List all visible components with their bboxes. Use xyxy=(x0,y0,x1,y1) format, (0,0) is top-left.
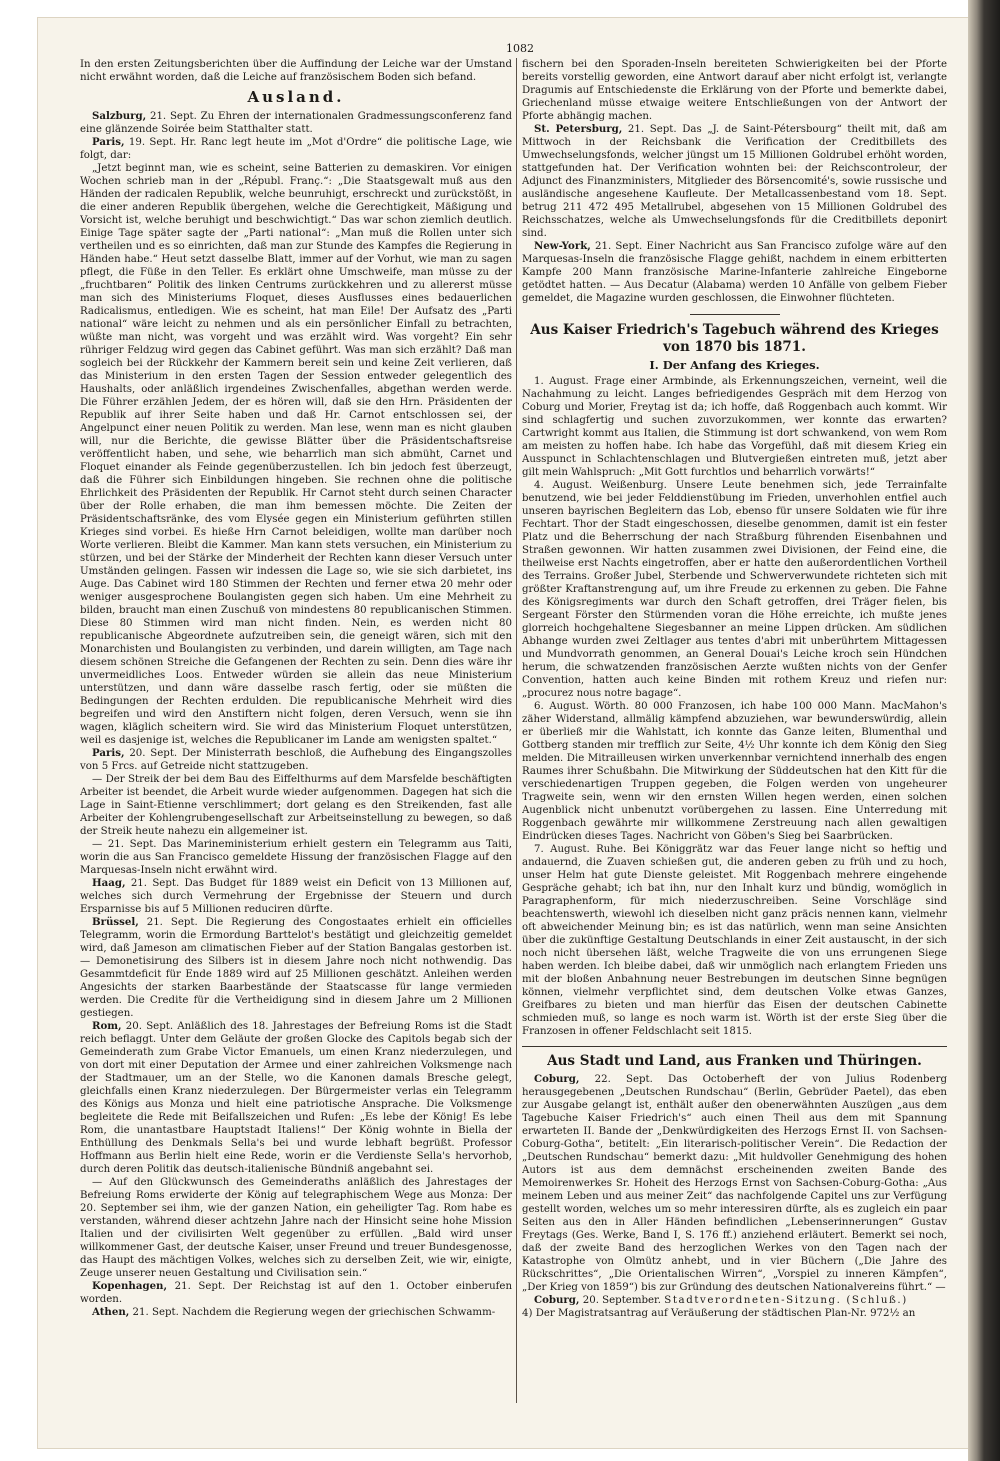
section-separator xyxy=(522,1046,947,1047)
dateline-place: New-York, xyxy=(534,240,591,252)
dateline-date: 22. Sept. xyxy=(594,1074,653,1085)
dateline-date: 19. Sept. xyxy=(128,137,177,148)
dateline-place: Coburg, xyxy=(534,1073,580,1085)
feature-subheading: I. Der Anfang des Krieges. xyxy=(649,358,820,372)
diary-entry-aug-1: 1. August. Frage einer Armbinde, als Erkennungszeichen, verneint, weil die Nachahmung zu leicht. Langes befriedigendes Gespräch mit dem Herzog von Coburg und Morier, Freytag ist da; ich hoffe, daß Roggenbach auch kommt. Wir sind schlagfertig und suchen zuvorzukommen, wer konnte das erwarten? Cartwright kommt aus Italien, die Stimmung ist dort schwankend, von wem Rom am meisten zu hoffen habe. Ich habe das Vorgefühl, daß mit diesem Krieg ein Ausspunct in Schlachtenschlagen und Blutvergießen eintreten muß, jetzt aber gilt mein Wahlspruch: „Mit Gott furchtlos und beharrlich vorwärts!“ xyxy=(522,376,947,478)
dateline-date: 21. Sept. xyxy=(149,111,197,122)
article-paris-2-strike: — Der Streik der bei dem Bau des Eiffelthurms auf dem Marsfelde beschäftigten Arbeiter ist beendet, die Arbeit wurde wieder aufgenommen. Dagegen hat sich die Lage in Saint-Etienne verschlimmert; dort gelang es den Streikenden, fast alle Arbeiter der Kohlengrubengesellschaft zur Arbeitseinstellung zu bewegen, so daß der Streik heute nahezu ein allgemeiner ist. xyxy=(80,774,512,837)
dateline-date: 21. Sept. xyxy=(146,917,198,928)
right-column xyxy=(522,58,947,1403)
article-body: Das Budget für 1889 weist ein Deficit von 13 Millionen auf, welches sich durch Vermehrung der Ergebnisse der Steuern und durch Ersparnisse bis auf 5 Millionen reduciren dürfte. xyxy=(80,878,512,915)
article-paris-1-quote: „Jetzt beginnt man, wie es scheint, seine Batterien zu demaskiren. Vor einigen Wochen schrieb man in der „Républ. Franç.“: „Die Staatsgewalt muß aus den Händen der radicalen Republik, welche beunruhigt, erschreckt und zurückstößt, in die einer anderen Republik übergehen, welche die Gerechtigkeit, Mäßigung und Vorsicht ist, welche beruhigt und beschwichtigt.“ Das war schon ziemlich deutlich. Einige Tage später sagte der „Parti national“: „Man muß die Rollen unter sich vertheilen und es so einrichten, daß man zur Stunde des Kampfes die Regierung in Händen habe.“ Heut setzt dasselbe Blatt, immer auf der Vorhut, wie man zu sagen pflegt, die Füße in den Teller. Es erklärt ohne Umschweife, man müsse zu der „fruchtbaren“ Politik des linken Centrums zurückkehren und zu allererst müsse man sich des Ministeriums Floquet, dieses Ausflusses eines bedauerlichen Radicalismus, entledigen. Wie es scheint, hat man Eile! Der Aufsatz des „Parti national“ wäre leicht zu nehmen und als ein persönlicher Einfall zu betrachten, wüßte man nicht, was vorgeht und was erzählt wird. Was vorgeht? Ein sehr rühriger Feldzug wird gegen das Cabinet geführt. Was man sich erzählt? Daß man sogleich bei der Rückkehr der Kammern bereit sein und keine Zeit verlieren, daß das Ministerium in den ersten Tagen der Session entweder gelegentlich des Haushalts, oder anläßlich irgendeines Zwischenfalles, abgethan werden werde. Die Führer erzählen Jedem, der es hören will, daß sie den Hrn. Präsidenten der Republik auf ihrer Seite haben und daß Hr. Carnot entschlossen sei, der Angelpunct einer neuen Politik zu werden. Man lese, wenn man es nicht glauben will, nur die Berichte, die gewisse Blätter über die Präsidentschaftsreise veröffentlicht haben, und sehe, wie beharrlich man sich abmüht, Carnet und Floquet einander als Feinde gegenüberzustellen. Ich bin jedoch fest überzeugt, daß die Führer sich Einbildungen hingeben. Sie rechnen ohne die politische Ehrlichkeit des Präsidenten der Republik. Hr Carnot steht durch seinen Character über der Rolle erhaben, die man ihm bemessen möchte. Die Zeiten der Präsidentschaftsränke, des vom Elysée gegen ein Ministerium geführten stillen Krieges sind vorbei. Es hieße Hrn Carnot beleidigen, wollte man darüber noch Worte verlieren. Bleibt die Kammer. Man kann stets versuchen, ein Ministerium zu stürzen, und bei der Stärke der Minderheit der Rechten kann dieser Versuch unter Umständen gelingen. Fassen wir indessen die Lage so, wie sie sich darbietet, ins Auge. Das Cabinet wird 180 Stimmen der Rechten und ferner etwa 20 mehr oder weniger ausgesprochene Boulangisten gegen sich haben. Um eine Mehrheit zu bilden, braucht man einen Zuschuß von mindestens 80 republicanischen Stimmen. Diese 80 Stimmen wird man nicht finden. Nein, es werden nicht 80 republicanische Abgeordnete aufzutreiben sein, die geneigt wären, sich mit den Monarchisten und Boulangisten zu verbinden, und darein willigten, am Tage nach diesem schönen Streiche die Gefangenen der Rechten zu sein. Denn dies wäre ihr unvermeidliches Loos. Entweder würden sie allein das neue Ministerium unterstützen, und dann wäre dasselbe rasch fertig, oder sie müßten die Bedingungen der Rechten erdulden. Die republicanische Mehrheit wird dies begreifen und wird den Anstiftern nicht folgen, deren Versuch, wenn sie ihn wagen, kläglich scheitern wird. Sie wird das Ministerium Floquet unterstützen, weil es dasjenige ist, welches die Republicaner im Lande am wenigsten spaltet.“ xyxy=(80,163,512,746)
article-body: Zu Ehren der internationalen Gradmessungsconferenz fand eine glänzende Soirée beim Statthalter statt. xyxy=(80,111,512,135)
article-body: Die Regierung des Congostaates erhielt ein officielles Telegramm, worin die Ermordung Barttelot's bestätigt und gleichzeitig gemeldet wird, daß Jameson am climatischen Fieber auf der Station Bangalas gestorben ist. — Demonetisirung des Silbers ist in diesem Jahre noch nicht nothwendig. Das Gesammtdeficit für Ende 1889 wird auf 25 Millionen geschätzt. Anleihen werden Angesichts der starken Baarbestände der Staatscasse für lange vermieden werden. Die Credite für die Vertheidigung sind in diesem Jahre um 2 Millionen gestiegen. xyxy=(80,917,512,1019)
article-body: Nachdem die Regierung wegen der griechischen Schwamm- xyxy=(182,1307,496,1318)
dateline-place: Brüssel, xyxy=(92,916,139,928)
article-body: Hr. Ranc legt heute im „Mot d'Ordre“ die politische Lage, wie folgt, dar: xyxy=(80,137,512,161)
article-salzburg xyxy=(80,110,512,136)
dateline-place: Paris, xyxy=(92,136,125,148)
article-st-petersburg xyxy=(522,123,947,240)
dateline-date: 21. Sept. xyxy=(627,124,677,135)
dateline-place: Athen, xyxy=(92,1306,130,1318)
article-paris-2 xyxy=(80,747,512,773)
diary-entry-aug-4: 4. August. Weißenburg. Unsere Leute benehmen sich, jede Terrainfalte benutzend, wie bei jeder Felddienstübung im Frieden, unverhohlen entfiel auch unseren bayrischen Begleitern das Lob, ebenso für unsere Soldaten wie für ihre Fechtart. Thor der Stadt eingeschossen, dieselbe genommen, damit ist ein fester Platz und die Beherrschung der nach Straßburg führenden Eisenbahnen und Straßen gewonnen. Wir hatten zusammen zwei Divisionen, der Feind eine, die theilweise erst Nachts eingetroffen, aber er hatte den außerordentlichen Vortheil des Terrains. Großer Jubel, Sterbende und Schwerverwundete richteten sich mit größter Kraftanstrengung auf, um ihre Freude zu erkennen zu geben. Die Fahne des Königsregiments war durch den Schaft getroffen, drei Träger fielen, bis Sergeant Förster den Stürmenden voran die Höhe erreichte, ich mußte jenes glorreich hochgehaltene Siegesbanner an meine Lippen drücken. Am südlichen Abhange wurden zwei Zeltlager aus tentes d'abri mit unberührtem Mittagessen und Mundvorrath genommen, an General Douai's Leiche kroch sein Hündchen herum, die schwatzenden französischen Aerzte wußten nichts von der Genfer Convention, hatten auch keine Binden mit rothem Kreuz und riefen nur: „procurez nous notre bagage“. xyxy=(522,480,947,699)
section-heading-ausland: Ausland. xyxy=(247,88,345,106)
article-body: Der Ministerrath beschloß, die Aufhebung des Eingangszolles von 5 Frcs. auf Getreide nicht stattzugeben. xyxy=(80,748,512,772)
article-coburg-2-item: 4) Der Magistratsantrag auf Veräußerung der städtischen Plan-Nr. 972½ an xyxy=(522,1308,916,1319)
diary-entry-aug-6: 6. August. Wörth. 80 000 Franzosen, ich habe 100 000 Mann. MacMahon's zäher Widerstand, allmälig kämpfend abzuziehen, war bewunderswürdig, allein er überließ mir die Wahlstatt, ich konnte das Ganze leiten, Blumenthal und Gottberg standen mir trefflich zur Seite, 4½ Uhr konnte ich dem König den Sieg melden. Die Mitrailleusen wirken unverkennbar vernichtend innerhalb des engen Raumes ihrer Schußbahn. Die Mitwirkung der Süddeutschen hat den Kitt für die verschiedenartigen Truppen gegeben, die Folgen werden von ungeheurer Tragweite sein, wenn wir den ernsten Willen hegen werden, einen solchen Augenblick nicht unbenutzt vorübergehen zu lassen. Eine Unterredung mit Roggenbach gewährte mir willkommene Zerstreuung nach allen gewaltigen Eindrücken dieses Tages. Nachricht von Göben's Sieg bei Saarbrücken. xyxy=(522,701,947,842)
article-kopenhagen xyxy=(80,1280,512,1306)
dateline-date: 21. Sept. xyxy=(174,1281,226,1292)
dateline-place: Rom, xyxy=(92,1020,122,1032)
diary-entry-aug-7: 7. August. Ruhe. Bei Königgrätz war das Feuer lange nicht so heftig und andauernd, die Zuaven schießen gut, die anderen geben zu früh und zu hoch, unser Helm hat gute Dienste geleistet. Mit Roggenbach mehrere eingehende Gespräche gehabt; ich bat ihn, nur den Inhalt kurz und bündig, womöglich in Paragraphenform, für mich niederzuschreiben. Seine Vorschläge sind beachtenswerth, wiewohl ich dieselben nicht ganz präcis nennen kann, vielmehr oft abweichender Meinung bin; es ist das natürlich, wenn man seine Ansichten über die zukünftige Gestaltung Deutschlands in einer Zeit austauscht, in der sich noch nicht übersehen läßt, welche Tragweite die von uns errungenen Siege haben werden. Ich bleibe dabei, daß wir unmöglich nach erlangtem Frieden uns mit der bloßen Anbahnung neuer Bestrebungen im deutschen Sinne begnügen können, vielmehr verpflichtet sind, dem deutschen Volke etwas Ganzes, Greifbares zu bieten und man hierfür das Eisen der deutschen Cabinette schmieden muß, so lange es noch warm ist. Wörth ist der erste Sieg über die Franzosen in offener Feldschlacht seit 1815. xyxy=(522,844,947,1037)
dateline-place: Salzburg, xyxy=(92,110,147,122)
article-athen-continued: fischern bei den Sporaden-Inseln bereiteten Schwierigkeiten bei der Pforte bereits vorstellig geworden, eine Antwort darauf aber nicht erfolgt ist, verlangte Dragumis auf Entschiedenste die Erklärung von der Pforte und bemerkte dabei, Griechenland müsse etwaige weitere Entschließungen von der Antwort der Pforte abhängig machen. xyxy=(522,59,947,122)
feature-heading-tagebuch: Aus Kaiser Friedrich's Tagebuch während des Krieges von 1870 bis 1871. xyxy=(530,322,939,355)
section-heading-stadt-und-land: Aus Stadt und Land, aus Franken und Thüringen. xyxy=(547,1053,922,1069)
article-athen xyxy=(80,1306,512,1319)
dateline-place: Paris, xyxy=(92,747,125,759)
dateline-place: St. Petersburg, xyxy=(534,123,623,135)
article-body: Der Reichstag ist auf den 1. October einberufen worden. xyxy=(80,1281,512,1305)
article-body: Einer Nachricht aus San Francisco zufolge wäre auf den Marquesas-Inseln die französische Flagge gehißt, nachdem in einem erbitterten Kampfe 200 Mann französische Marine-Infanterie zahlreiche Eingeborne getödtet hatten. — Aus Decatur (Alabama) werden 10 Anfälle von gelbem Fieber gemeldet, die Magazine wurden geschlossen, die Einwohner flüchteten. xyxy=(522,241,947,304)
dateline-date: 20. September. xyxy=(582,1295,662,1306)
dateline-date: 20. Sept. xyxy=(129,748,178,759)
article-paris-2-tahiti: — 21. Sept. Das Marineministerium erhielt gestern ein Telegramm aus Taiti, worin die aus San Francisco gemeldete Hissung der französischen Flagge auf den Marquesas-Inseln nicht erwähnt wird. xyxy=(80,839,512,876)
article-coburg-1 xyxy=(522,1073,947,1294)
intro-paragraph: In den ersten Zeitungsberichten über die Auffindung der Leiche war der Umstand nicht erwähnt worden, daß die Leiche auf französischem Boden sich befand. xyxy=(80,59,512,83)
article-body: Anläßlich des 18. Jahrestages der Befreiung Roms ist die Stadt reich beflaggt. Unter dem Geläute der großen Glocke des Capitols begab sich der Gemeinderath zum Grabe Victor Emanuels, um einen Kranz niederzulegen, und von dort mit einer Deputation der Armee und einer zahlreichen Volksmenge nach der Stadtmauer, um an der Stelle, wo die Kanonen damals Bresche gelegt, gleichfalls einen Kranz niederzulegen. Der Bürgermeister verlas ein Telegramm des Königs aus Monza und hielt eine patriotische Ansprache. Die Volksmenge begleitete die Rede mit Beifallszeichen und Rufen: „Es lebe der König! Es lebe Rom, die unantastbare Hauptstadt Italiens!“ Der König wohnte in Biella der Enthüllung des Denkmals Sella's bei und wurde lebhaft begrüßt. Professor Hoffmann aus Berlin hielt eine Rede, worin er die Verdienste Sella's hervorhob, durch deren Politik das deutsch-italienische Bündniß angebahnt sei. xyxy=(80,1021,512,1175)
page-number: 1082 xyxy=(506,42,534,55)
article-rom-2: — Auf den Glückwunsch des Gemeinderaths anläßlich des Jahrestages der Befreiung Roms erwiderte der König auf telegraphischem Wege aus Monza: Der 20. September sei ihm, wie der ganzen Nation, ein geheiligter Tag. Rom habe es verstanden, während dieser achtzehn Jahre nach der Hinsicht seine hohe Mission Italien und der civilisirten Welt gegenüber zu erfüllen. „Bald wird unser willkommener Gast, der deutsche Kaiser, unser Freund und treuer Bundesgenosse, das Haupt des mächtigen Volkes, welches sich zu derselben Zeit, wie wir, einigte, Zeuge unserer neuen Gestaltung und Civilisation sein.“ xyxy=(80,1177,512,1279)
section-separator xyxy=(690,314,780,315)
dateline-date: 21. Sept. xyxy=(595,241,643,252)
dateline-date: 21. Sept. xyxy=(132,1307,179,1318)
left-column xyxy=(80,58,512,1403)
article-paris-1 xyxy=(80,136,512,162)
dateline-date: 21. Sept. xyxy=(130,878,180,889)
article-body: Das „J. de Saint-Pétersbourg“ theilt mit, daß am Mittwoch in der Reichsbank die Verification der Creditbillets des Umwechselungsfonds, welcher jüngst um 15 Millionen Goldrubel erhöht worden, stattgefunden hat. Der Verification wohnten bei: der Reichscontroleur, der Adjunct des Finanzministers, Mitglieder des Börsencomité's, sowie russische und ausländische angesehene Kaufleute. Der Metallcassenbestand vom 18. Sept. betrug 211 472 495 Metallrubel, abgesehen von 15 Millionen Goldrubel des Reichsschatzes, welche als Umwechselungsfonds für die Creditbillets deponirt sind. xyxy=(522,124,947,239)
article-bruessel xyxy=(80,916,512,1020)
book-binding-edge xyxy=(968,0,1000,1461)
dateline-place: Kopenhagen, xyxy=(92,1280,168,1292)
column-divider xyxy=(516,58,517,1403)
article-new-york xyxy=(522,240,947,305)
article-body: Das Octoberheft der von Julius Rodenberg herausgegebenen „Deutschen Rundschau“ (Berlin, Gebrüder Paetel), das eben zur Ausgabe gelangt ist, enthält außer den obenerwähnten Auszügen „aus dem Tagebuche Kaiser Friedrich's“ auch einen Theil aus dem mit Spannung erwarteten II. Bande der „Denkwürdigkeiten des Herzogs Ernst II. von Sachsen-Coburg-Gotha“, betitelt: „Ein literarisch-politischer Verein“. Die Redaction der „Deutschen Rundschau“ bemerkt dazu: „Mit huldvoller Genehmigung des hohen Autors ist aus dem demnächst erscheinenden zweiten Bande des Memoirenwerkes Sr. Hoheit des Herzogs Ernst von Sachsen-Coburg-Gotha: „Aus meinem Leben und aus meiner Zeit“ das nachfolgende Capitel uns zur Verfügung gestellt worden, welches um so mehr interessiren dürfte, als es zugleich ein paar Seiten aus den in Aller Händen befindlichen „Lebenserinnerungen“ Gustav Freytags (Ges. Werke, Band I, S. 176 ff.) anziehend erläutert. Bemerkt sei noch, daß der zweite Band des herzoglichen Werkes von den Tagen nach der Katastrophe von Olmütz anhebt, und in vier Büchern („Die Jahre des Rückschrittes“, „Die Orientalischen Wirren“, „Vorspiel zu inneren Kämpfen“, „Der Krieg von 1859“) bis zur Gründung des deutschen Nationalvereins führt.“ — xyxy=(522,1074,947,1293)
article-rom xyxy=(80,1020,512,1176)
article-haag xyxy=(80,877,512,916)
dateline-place: Haag, xyxy=(92,877,126,889)
dateline-place: Coburg, xyxy=(534,1294,580,1306)
article-coburg-2 xyxy=(522,1294,947,1307)
article-body: Stadtverordneten-Sitzung. (Schluß.) xyxy=(664,1295,908,1306)
dateline-date: 20. Sept. xyxy=(125,1021,174,1032)
